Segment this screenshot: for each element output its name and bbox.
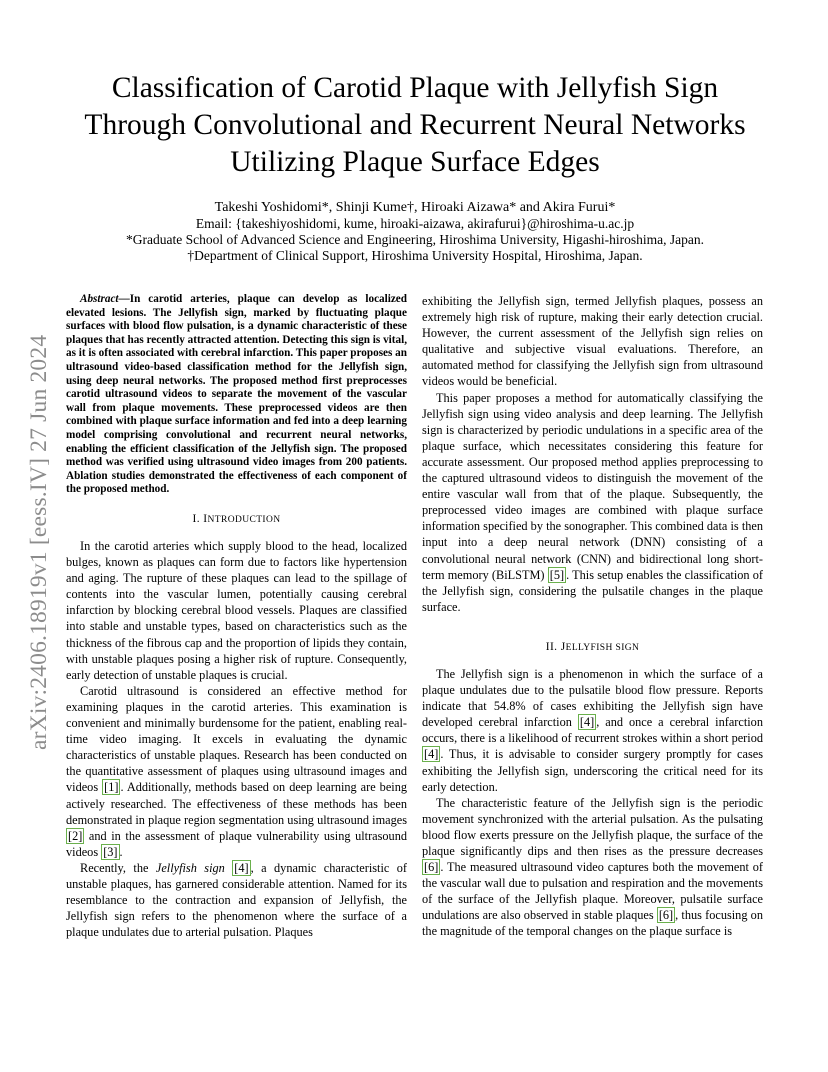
affiliation-2: †Department of Clinical Support, Hiroshima University Hospital, Hiroshima, Japan. — [187, 248, 643, 263]
citation-link[interactable]: [2] — [68, 828, 83, 843]
author-names: Takeshi Yoshidomi*, Shinji Kume†, Hiroaki Aizawa* and Akira Furui* — [214, 200, 616, 215]
intro-paragraph-3: Recently, the Jellyfish sign [4] , a dynamic characteristic of unstable plaques, has garnered considerable attention. Named for its resemblance to the contraction and expansion of Jellyfish, the Jellyfish sign refers to the phenomenon where the surface of a plaque undulates due to arterial pulsation. Plaques — [66, 860, 408, 940]
author-email: Email: {takeshiyoshidomi, kume, hiroaki-aizawa, akirafurui}@hiroshima-u.ac.jp — [195, 216, 635, 231]
citation-link[interactable]: [3] — [103, 844, 118, 859]
intro-paragraph-2: Carotid ultrasound is considered an effective method for examining plaques in the carotid arteries. This examination is convenient and minimally burdensome for the patient, enabling real-time video imaging. It excels in evaluating the dynamic characteristics of unstable plaques. Research has been conducted on the quantitative assessment of plaques using ultrasound images and videos [1] . Additionally, methods based on deep learning are being actively researched. The effectiveness of these methods has been demonstrated in plaque region segmentation using ultrasound images [2] and in the assessment of plaque vulnerability using ultrasound videos [3] . — [66, 683, 407, 859]
citation-link[interactable]: [1] — [104, 780, 119, 795]
arxiv-id[interactable]: arXiv:2406.18919v1 [eess.IV] 27 Jun 2024 — [26, 334, 52, 750]
citation-link[interactable]: [5] — [549, 567, 565, 582]
intro-paragraph-3-cont: exhibiting the Jellyfish sign, termed Jellyfish plaques, possess an extremely high risk of rupture, making their early detection crucial. However, the current assessment of the Jellyfish sign relies on qualitative and subjective visual evaluations. Therefore, an automated method for classifying the Jellyfish sign from ultrasound videos would be beneficial. — [422, 294, 763, 389]
jellyfish-paragraph-1: The Jellyfish sign is a phenomenon in which the surface of a plaque undulates due to the pulsatile blood flow pressure. Reports indicate that 54.8% of cases exhibiting the Jellyfish sign have developed cerebral infarction [4] , and once a cerebral infarction occurs, there is a likelihood of recurrent strokes within a short period [4] . Thus, it is advisable to consider surgery promptly for cases exhibiting the Jellyfish sign, underscoring the critical need for its early detection. — [422, 666, 763, 794]
section-heading-jellyfish-sign: II. JELLYFISH SIGN — [545, 640, 640, 653]
citation-link[interactable]: [4] — [579, 715, 595, 730]
arxiv-sidebar-stamp — [20, 290, 60, 750]
author-block — [60, 200, 770, 264]
abstract-text: —In carotid arteries, plaque can develop as localized elevated lesions. The Jellyfish sign, marked by fluctuating plaque surfaces with blood flow pulsation, is a dynamic characteristic of these plaques that has recently attracted attention. Detecting this sign is vital, as it is often associated with cerebral infarction. This paper proposes an ultrasound video-based classification method for the Jellyfish sign, using deep neural networks. The proposed method first preprocesses carotid ultrasound videos to separate the movement of the vascular wall from plaque movements. These preprocessed videos are then combined with plaque surface information and fed into a deep learning model comprising convolutional and recurrent neural networks, enabling the efficient classification of the Jellyfish sign. The proposed method was verified using ultrasound video images from 200 patients. Ablation studies demonstrated the effectiveness of each component of the proposed method. — [66, 293, 407, 496]
citation-link[interactable]: [6] — [424, 860, 439, 875]
intro-paragraph-1: In the carotid arteries which supply blood to the head, localized bulges, known as plaques can form due to factors like hypertension and aging. The rupture of these plaques can lead to the spillage of contents into the vascular lumen, potentially causing cerebral infarction by blocking cerebral blood vessels. Plaques are classified into stable and unstable types, based on characteristics such as the thickness of the fibrous cap and the proportion of lipids they contain, with unstable plaques posing a higher risk of rupture. Consequently, early detection of unstable plaques is crucial. — [66, 539, 407, 682]
jellyfish-paragraph-2: The characteristic feature of the Jellyfish sign is the periodic movement synchronized with the arterial pulsation. As the pulsating blood flow exerts pressure on the Jellyfish plaque, the surface of the plaque significantly dips and then rises as the pressure decreases [6] . The measured ultrasound video captures both the movement of the vascular wall due to pulsation and respiration and the movements of the surface of the Jellyfish plaque. Moreover, pulsatile surface undulations are also observed in stable plaques [6] , thus focusing on the magnitude of the temporal changes on the plaque surface is — [422, 795, 763, 939]
abstract — [66, 293, 407, 497]
intro-paragraph-4: This paper proposes a method for automatically classifying the Jellyfish sign using video analysis and deep learning. The Jellyfish sign is characterized by periodic undulations in a specific area of the plaque surface, which necessitates considering this feature for accurate assessment. Our proposed method applies preprocessing to the captured ultrasound videos to distinguish the movement of the entire vascular wall from that of the plaque. Subsequently, the preprocessed video images are combined with plaque surface information specified by the sonographer. This combined data is then input into a deep neural network (DNN) consisting of a convolutional neural network (CNN) and bidirectional long short-term memory (BiLSTM) [5] . This setup enables the classification of the Jellyfish sign, considering the pulsatile changes in the plaque surface. — [422, 390, 763, 614]
citation-link[interactable]: [4] — [234, 860, 249, 875]
abstract-label: Abstract — [80, 293, 119, 305]
paper-title: Classification of Carotid Plaque with Jellyfish Sign Through Convolutional and Recurrent Neural Networks Utilizing Plaque Surface Edges — [84, 72, 746, 178]
right-column — [422, 293, 763, 940]
citation-link[interactable]: [6] — [658, 908, 674, 923]
section-heading-introduction: I. INTRODUCTION — [192, 512, 281, 525]
left-column — [66, 293, 407, 940]
affiliation-1: *Graduate School of Advanced Science and Engineering, Hiroshima University, Higashi-hiroshima, Japan. — [126, 232, 704, 247]
citation-link[interactable]: [4] — [424, 747, 439, 762]
